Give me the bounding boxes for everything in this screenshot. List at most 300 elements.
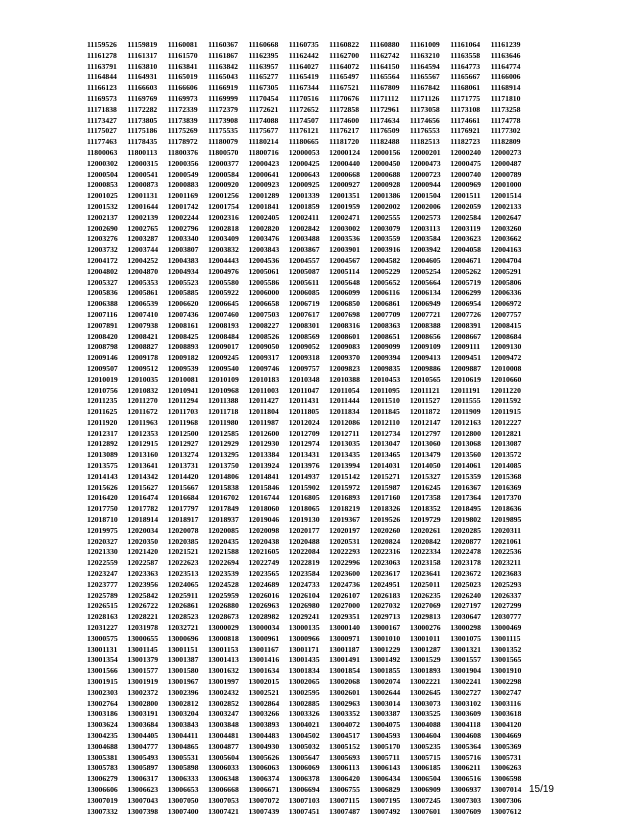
table-cell: 13001115 [490,633,521,643]
table-cell: 12001131 [127,191,158,201]
table-cell: 12000487 [490,158,522,168]
table-cell: 11160081 [167,40,198,49]
table-cell: 12028163 [87,612,118,622]
table-cell: 11176121 [288,126,319,136]
table-row [87,342,531,353]
table-cell: 12013731 [167,461,199,471]
table-cell: 12003409 [208,234,239,244]
table-cell: 13007492 [369,806,401,816]
table-cell: 13005381 [87,752,118,762]
table-cell: 12012147 [409,417,441,427]
table-cell: 12011963 [127,417,158,427]
table-cell: 12000053 [288,147,320,157]
table-cell: 12013035 [329,439,360,449]
table-cell: 12001754 [208,201,239,211]
table-cell: 12022316 [369,547,401,557]
table-cell: 11169999 [208,93,238,103]
table-cell: 12009451 [450,353,481,363]
table-row [87,645,531,656]
table-cell: 11163957 [248,61,279,71]
table-cell: 12022478 [450,547,481,557]
table-cell: 11800113 [127,147,158,157]
table-cell: 12015142 [329,471,360,481]
table-cell: 12018710 [87,515,118,525]
table-cell: 13001529 [409,655,441,665]
table-row [87,51,531,62]
table-cell: 12003744 [127,245,159,255]
table-cell: 12008420 [87,331,118,341]
table-cell: 12009099 [369,342,401,352]
table-cell: 12023777 [87,579,118,589]
table-cell: 12008388 [409,320,441,330]
table-cell: 12000356 [167,158,199,168]
table-cell: 13000575 [87,633,118,643]
table-cell: 13007053 [208,795,239,805]
table-cell: 11162742 [369,50,400,60]
table-cell: 12002584 [450,212,481,222]
table-row [87,234,531,245]
table-cell: 12009317 [248,353,280,363]
table-cell: 11161064 [450,40,481,49]
table-cell: 11167842 [409,83,440,93]
table-cell: 11800716 [248,147,279,157]
table-cell: 11176553 [409,126,440,136]
table-row [87,94,531,105]
table-cell: 11174507 [288,115,319,125]
table-cell: 12004934 [167,266,199,276]
table-cell: 12001504 [409,191,441,201]
table-cell: 12025959 [208,590,239,600]
table-cell: 13007303 [450,795,481,805]
table-cell: 12018219 [329,504,360,514]
table-cell: 11165019 [167,72,198,82]
table-cell: 13001352 [490,644,522,654]
table-cell: 12011968 [167,417,199,427]
table-cell: 12014420 [167,471,199,481]
table-cell: 12025842 [127,590,159,600]
table-cell: 12007709 [369,309,401,319]
table-cell: 12002002 [369,201,401,211]
table-cell: 13005369 [490,741,522,751]
table-cell: 12003623 [450,234,481,244]
table-cell: 13003843 [167,720,199,730]
table-cell: 11164773 [450,61,481,71]
table-cell: 12008684 [490,331,522,341]
table-cell: 12024733 [288,579,320,589]
table-cell: 11162700 [329,50,360,60]
table-cell: 12015626 [87,482,118,492]
table-cell: 12010660 [490,374,522,384]
table-cell: 12010081 [167,374,199,384]
table-cell: 12000969 [450,180,481,190]
table-cell: 12012892 [87,439,118,449]
table-cell: 12000927 [329,180,360,190]
table-cell: 13000298 [450,623,481,633]
table-cell: 13004865 [167,741,199,751]
table-cell: 12000473 [409,158,441,168]
table-row [87,666,531,677]
table-cell: 13000140 [329,623,360,633]
table-cell: 11161009 [409,40,440,49]
table-cell: 11175186 [127,126,158,136]
table-row [87,137,531,148]
table-row [87,170,531,181]
table-cell: 13003186 [87,709,118,719]
table-cell: 12000156 [369,147,401,157]
table-cell: 13003525 [409,709,441,719]
table-cell: 12009050 [248,342,280,352]
table-cell: 13005715 [409,752,441,762]
table-cell: 11162395 [248,50,279,60]
table-cell: 12026016 [248,590,280,600]
table-row [87,213,531,224]
table-cell: 13005626 [248,752,280,762]
table-cell: 12003843 [248,245,280,255]
table-cell: 12027000 [329,601,360,611]
table-cell: 12016474 [127,493,159,503]
table-cell: 13006909 [409,784,441,794]
table-cell: 12027299 [490,601,522,611]
table-cell: 11180214 [248,137,279,147]
table-cell: 12013160 [127,450,159,460]
table-cell: 13004088 [409,720,441,730]
table-cell: 12014841 [248,471,280,481]
table-cell: 12012929 [208,439,239,449]
table-cell: 13003684 [127,720,159,730]
table-cell: 12005523 [167,277,199,287]
table-cell: 13003387 [369,709,401,719]
table-cell: 12019975 [87,525,118,535]
table-cell: 12011431 [288,396,320,406]
table-cell: 12003901 [329,245,360,255]
table-cell: 13000167 [369,623,401,633]
table-cell: 12000549 [167,169,199,179]
table-cell: 12001742 [167,201,199,211]
table-cell: 12020327 [87,536,118,546]
table-cell: 12016893 [329,493,360,503]
table-cell: 12000873 [127,180,159,190]
table-cell: 13005731 [490,752,522,762]
table-cell: 13004517 [329,731,360,740]
table-cell: 12007503 [248,309,280,319]
table-cell: 13002074 [369,677,401,687]
table-cell: 12003002 [329,223,360,233]
table-cell: 12026515 [87,601,118,611]
table-cell: 13000276 [409,623,441,633]
table-cell: 12017750 [87,504,118,514]
table-row [87,375,531,386]
table-cell: 12020531 [329,536,360,546]
table-cell: 12005254 [409,266,441,276]
table-cell: 12020177 [288,525,320,535]
table-cell: 12012317 [87,428,118,438]
table-row [87,62,531,73]
table-cell: 12007617 [288,309,320,319]
table-cell: 13001435 [288,655,320,665]
table-cell: 13007014 [490,784,522,794]
table-cell: 12011804 [248,407,279,417]
table-cell: 13006374 [248,774,280,784]
table-cell: 13003247 [208,709,239,719]
table-row [87,623,531,634]
table-cell: 13006263 [490,763,522,773]
table-cell: 12004802 [87,266,118,276]
table-cell: 12023513 [167,569,199,579]
table-cell: 12014050 [409,461,441,471]
table-cell: 12026880 [208,601,239,611]
table-cell: 12009887 [450,363,481,373]
table-cell: 13007306 [490,795,522,805]
table-cell: 12020078 [167,525,199,535]
table-cell: 12011527 [409,396,441,406]
table-row [87,515,531,526]
table-cell: 12011095 [369,385,400,395]
table-cell: 12026963 [248,601,280,611]
table-cell: 12026107 [329,590,360,600]
table-cell: 13003014 [369,698,401,708]
table-cell: 12007757 [490,309,522,319]
table-cell: 12002796 [167,223,199,233]
table-cell: 12008193 [208,320,239,330]
table-cell: 12008827 [127,342,159,352]
table-cell: 11169769 [127,93,158,103]
table-cell: 12016702 [208,493,239,503]
table-cell: 13001632 [208,666,239,676]
table-cell: 12022996 [329,558,360,568]
table-cell: 13007612 [490,806,522,816]
table-cell: 12018917 [167,515,199,525]
table-cell: 12023178 [450,558,481,568]
table-cell: 12007460 [208,309,239,319]
table-cell: 12001644 [127,201,159,211]
table-cell: 12021521 [167,547,199,557]
table-cell: 12012821 [490,428,522,438]
table-cell: 13007421 [208,806,239,816]
table-cell: 12006539 [127,299,159,309]
table-cell: 13007400 [167,806,199,816]
table-cell: 12004252 [127,255,159,265]
table-cell: 12006116 [369,288,400,298]
table-cell: 12024951 [369,579,401,589]
table-cell: 11182513 [409,137,440,147]
table-cell: 12005580 [208,277,239,287]
table-cell: 12031227 [87,623,118,633]
table-cell: 13000966 [288,633,320,643]
table-row [87,504,531,515]
table-cell: 11163210 [409,50,440,60]
table-cell: 12006388 [87,299,118,309]
table-cell: 11165567 [409,72,440,82]
table-cell: 13002885 [288,698,320,708]
table-cell: 13001354 [87,655,118,665]
table-cell: 12002647 [490,212,522,222]
table-cell: 13004502 [288,731,320,740]
table-cell: 12009540 [208,363,239,373]
table-cell: 11167521 [329,83,360,93]
table-cell: 12023063 [369,558,401,568]
table-cell: 12000944 [409,180,441,190]
table-cell: 13006113 [329,763,360,773]
table-cell: 12003340 [167,234,199,244]
table-cell: 12009539 [167,363,199,373]
table-cell: 12023158 [409,558,441,568]
table-cell: 13006317 [127,774,159,784]
table-cell: 13003073 [409,698,441,708]
table-cell: 12028221 [127,612,159,622]
table-cell: 12031978 [127,623,159,633]
table-cell: 12000124 [329,147,360,157]
table-cell: 12022536 [490,547,522,557]
table-row [87,353,531,364]
table-row [87,321,531,332]
table-cell: 13000135 [288,623,320,633]
table-cell: 13004481 [208,731,239,740]
table-cell: 11800376 [167,147,199,157]
table-cell: 12008316 [329,320,360,330]
table-cell: 12016369 [490,482,522,492]
table-cell: 12020350 [127,536,159,546]
table-cell: 11172621 [248,104,279,114]
table-cell: 12006085 [288,288,320,298]
table-cell: 13002747 [490,687,522,697]
table-cell: 12011388 [208,396,239,406]
table-row [87,785,531,796]
table-cell: 12016367 [450,482,481,492]
table-cell: 12019895 [490,515,522,525]
table-cell: 13001893 [409,666,441,676]
table-cell: 11164150 [369,61,400,71]
table-cell: 12002006 [409,201,441,211]
table-cell: 12010756 [87,385,118,395]
table-cell: 12001025 [87,191,118,201]
table-cell: 12004976 [208,266,239,276]
table-cell: 12015987 [369,482,401,492]
table-cell: 12019046 [248,515,280,525]
table-cell: 12004582 [369,255,401,265]
table-cell: 13001010 [369,633,401,643]
table-row [87,202,531,213]
table-cell: 13004669 [490,731,522,740]
table-cell: 13002595 [288,687,320,697]
table-cell: 12021588 [208,547,239,557]
table-cell: 12014143 [87,471,118,481]
table-cell: 13006623 [127,784,159,794]
table-cell: 12005648 [329,277,360,287]
table-row [87,461,531,472]
table-cell: 12005652 [369,277,401,287]
table-row [87,310,531,321]
table-cell: 12014806 [208,471,239,481]
table-cell: 12022559 [87,558,118,568]
table-cell: 12003536 [329,234,360,244]
table-cell: 13002221 [409,677,441,687]
table-cell: 12000740 [450,169,481,179]
table-cell: 13003352 [329,709,360,719]
table-cell: 13002372 [127,687,159,697]
table-cell: 12004704 [490,255,522,265]
table-cell: 11172379 [208,104,238,114]
table-cell: 13000469 [490,623,522,633]
table-cell: 12009109 [409,342,441,352]
table-cell: 12012711 [329,428,360,438]
table-row [87,601,531,612]
table-cell: 11169573 [87,93,117,103]
table-cell: 12000668 [329,169,360,179]
table-cell: 12006719 [288,299,320,309]
table-cell: 12025011 [409,579,441,589]
table-cell: 12024736 [329,579,360,589]
table-cell: 12007410 [127,309,159,319]
table-cell: 11166603 [127,83,158,93]
table-cell: 12030647 [450,612,481,622]
table-row [87,753,531,764]
table-cell: 11165277 [248,72,279,82]
table-row [87,688,531,699]
table-cell: 11173908 [208,115,238,125]
table-cell: 13002864 [248,698,280,708]
table-cell: 12021605 [248,547,280,557]
table-cell: 12015359 [450,471,481,481]
table-cell: 11166919 [208,83,238,93]
table-cell: 12002818 [208,223,239,233]
table-cell: 12005353 [127,277,159,287]
table-cell: 13004604 [409,731,441,740]
table-cell: 12005719 [450,277,481,287]
table-cell: 13002764 [87,698,118,708]
table-cell: 11162442 [288,50,319,60]
table-cell: 13000961 [248,633,280,643]
table-cell: 12007721 [409,309,441,319]
table-cell: 12013431 [288,450,320,460]
table-cell: 11171126 [409,93,440,103]
table-cell: 12019526 [369,515,401,525]
table-cell: 13006653 [167,784,199,794]
table-cell: 13001634 [248,666,280,676]
table-cell: 12009245 [208,353,239,363]
table-cell: 12000584 [208,169,239,179]
table-cell: 12008484 [208,331,239,341]
table-cell: 12018352 [409,504,441,514]
table-cell: 11165043 [208,72,238,82]
table-cell: 12025789 [87,590,118,600]
table-cell: 13006606 [87,784,118,794]
table-cell: 12003662 [490,234,522,244]
table-row [87,558,531,569]
table-row [87,386,531,397]
table-cell: 12020438 [248,536,280,546]
table-cell: 12000688 [369,169,401,179]
table-cell: 12020085 [208,525,239,535]
table-cell: 12020034 [127,525,159,535]
table-cell: 12013976 [288,461,320,471]
table-cell: 12014031 [369,461,401,471]
table-cell: 13005235 [409,741,441,751]
table-cell: 12004605 [409,255,441,265]
table-cell: 12026235 [409,590,441,600]
table-cell: 12011592 [490,396,521,406]
table-cell: 12002573 [409,212,441,222]
table-cell: 12006645 [208,299,239,309]
table-row [87,547,531,558]
table-cell: 13005898 [167,763,199,773]
table-cell: 12027032 [369,601,401,611]
table-cell: 12010832 [127,385,159,395]
table-row [87,224,531,235]
table-cell: 12017370 [490,493,522,503]
table-cell: 12010183 [248,374,280,384]
table-cell: 11163558 [450,50,481,60]
table-cell: 12017849 [208,504,239,514]
